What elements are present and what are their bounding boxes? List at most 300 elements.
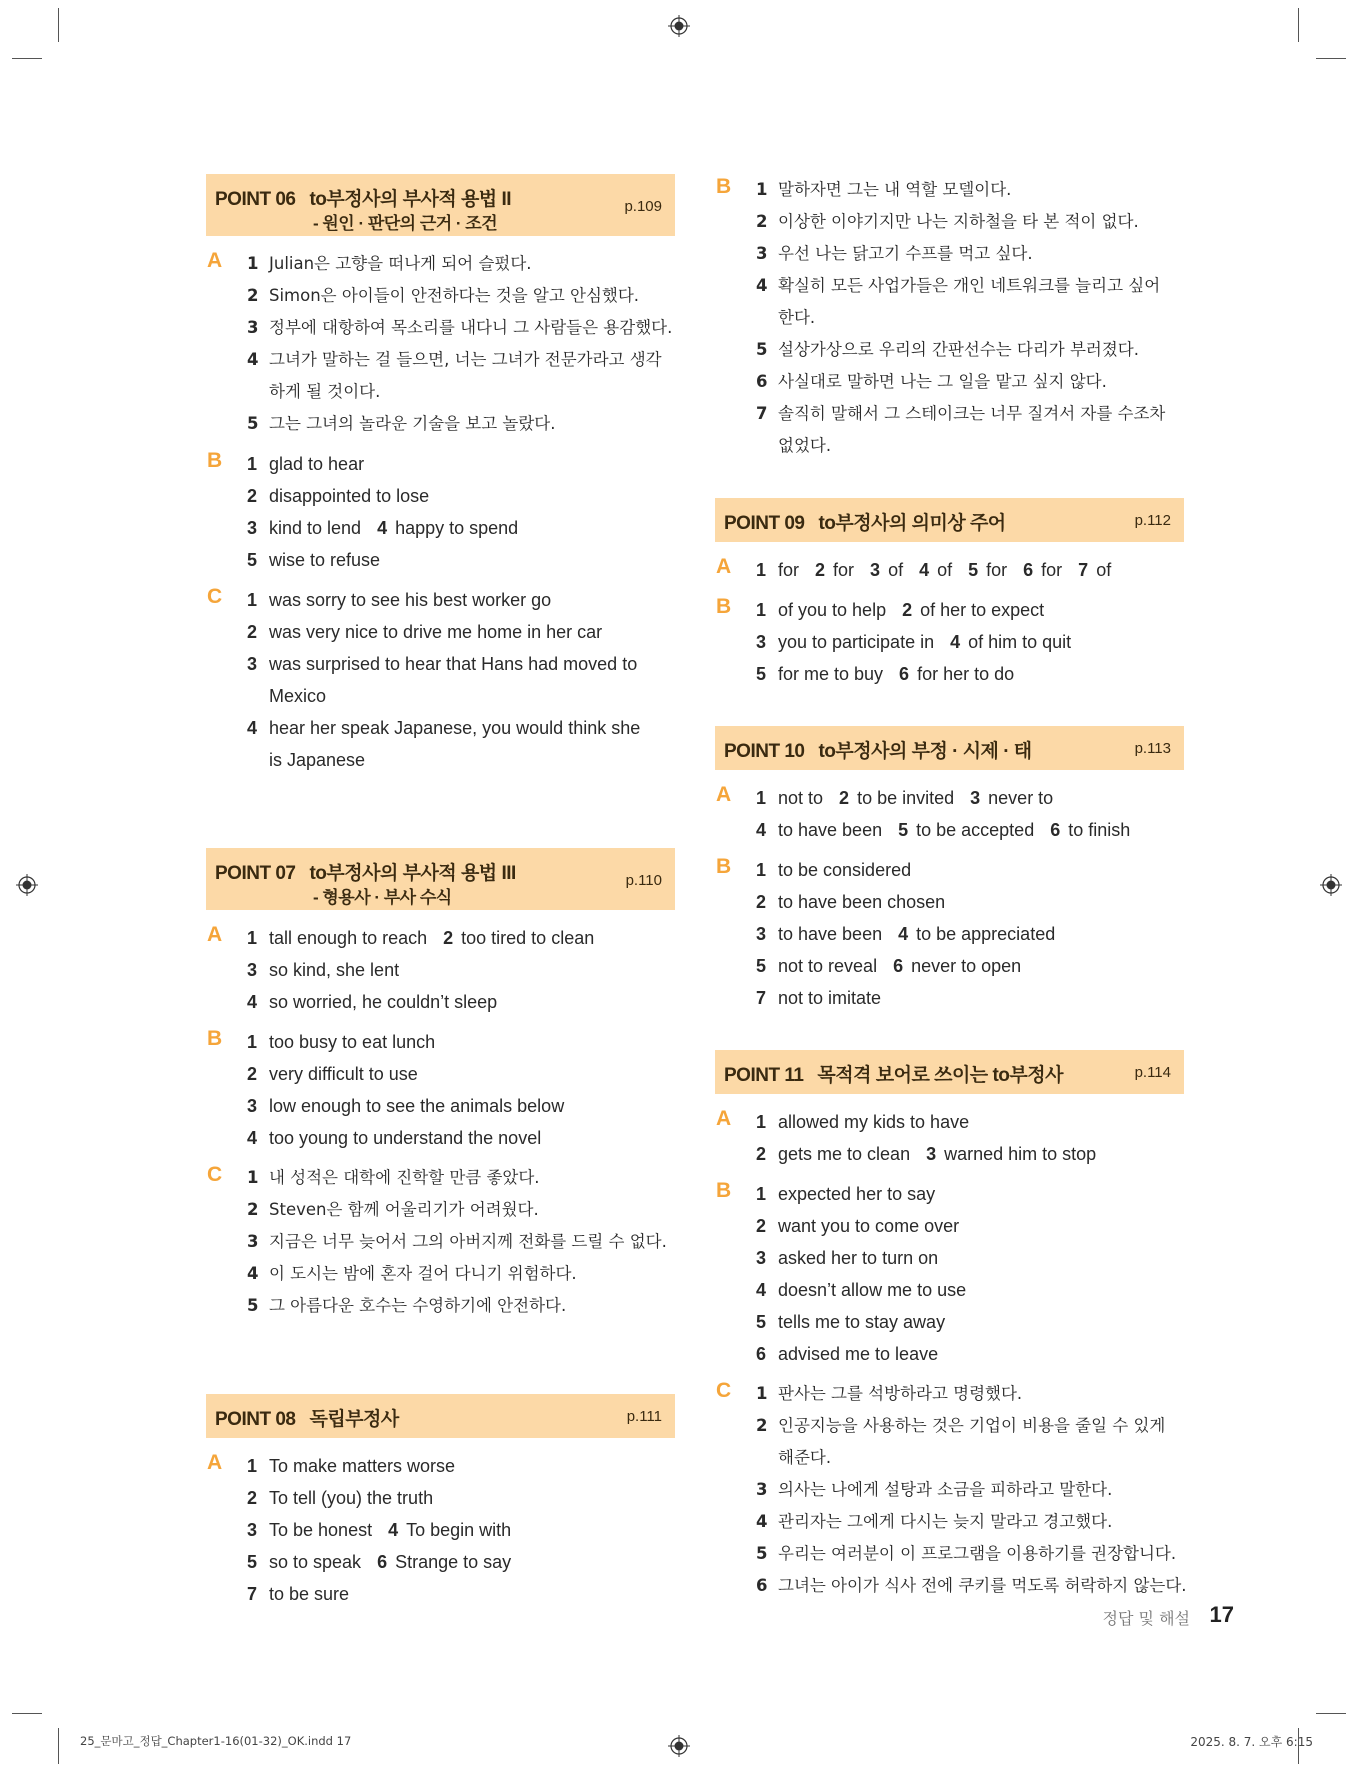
section-letter: A: [207, 1451, 223, 1474]
item-number: 6: [756, 1344, 767, 1364]
section-letter: B: [207, 1027, 223, 1050]
answer-line: [247, 1162, 675, 1194]
answer-section: [715, 554, 1184, 586]
answer-text: Julian은 고향을 떠나게 되어 슬펐다.: [269, 254, 532, 273]
answer-line: [247, 376, 675, 408]
point-title-text: to부정사의 부정 · 시제 · 태: [818, 741, 1032, 762]
answer-line: [247, 1290, 675, 1322]
answer-line: [756, 814, 1184, 846]
answer-line: [247, 408, 675, 440]
answer-text: 하게 될 것이다.: [269, 382, 381, 401]
item-number: 1: [247, 928, 258, 948]
point-header: [206, 848, 675, 910]
section-letter: B: [716, 1179, 732, 1202]
item-number: 2: [247, 1064, 258, 1084]
item-number: 1: [756, 1112, 767, 1132]
answer-line: [756, 626, 1184, 658]
point-title: [215, 184, 511, 211]
item-number: 5: [756, 1312, 767, 1332]
answer-line: [756, 270, 1184, 302]
item-number: 3: [247, 1096, 258, 1116]
footer-section-label: 정답 및 해설: [1102, 1609, 1190, 1628]
item-number: 1: [756, 560, 767, 580]
section-letter: A: [207, 923, 223, 946]
item-number: 4: [756, 1512, 768, 1531]
item-number: 3: [926, 1144, 937, 1164]
answer-text: To be honest: [269, 1520, 373, 1540]
item-number: 2: [756, 1144, 767, 1164]
answer-line: [756, 854, 1184, 886]
item-number: 1: [247, 1168, 259, 1187]
point-subtitle: - 원인 · 판단의 근거 · 조건: [313, 214, 498, 233]
answer-text: disappointed to lose: [269, 486, 430, 506]
section-letter: B: [716, 855, 732, 878]
point-page-ref: p.110: [625, 872, 662, 889]
answer-text: for: [1041, 560, 1063, 580]
answer-line: [756, 594, 1184, 626]
answer-text: was very nice to drive me home in her car: [269, 622, 603, 642]
answer-line: [247, 280, 675, 312]
item-number: 5: [247, 1296, 259, 1315]
item-number: 4: [247, 350, 259, 369]
answer-line: [247, 986, 675, 1018]
answer-line: [756, 886, 1184, 918]
answer-section: [715, 594, 1184, 690]
answer-section: [715, 1178, 1184, 1370]
item-number: 5: [247, 550, 258, 570]
item-number: 4: [756, 820, 767, 840]
item-number: 3: [247, 960, 258, 980]
answer-line: [756, 1474, 1184, 1506]
answer-line: [247, 1482, 675, 1514]
answer-text: 우리는 여러분이 이 프로그램을 이용하기를 권장합니다.: [778, 1544, 1177, 1563]
item-number: 5: [756, 956, 767, 976]
answer-text: kind to lend: [269, 518, 362, 538]
answer-text: tells me to stay away: [778, 1312, 946, 1332]
answer-text: 판사는 그를 석방하라고 명령했다.: [778, 1384, 1023, 1403]
point-page-ref: p.109: [624, 198, 662, 215]
item-number: 5: [247, 1552, 258, 1572]
answer-text: to be invited: [857, 788, 955, 808]
print-date-info: 2025. 8. 7. 오후 6:15: [1190, 1735, 1313, 1749]
item-number: 7: [247, 1584, 258, 1604]
item-number: 5: [756, 340, 768, 359]
block-spacer: [715, 698, 1184, 726]
answer-text: want you to come over: [778, 1216, 960, 1236]
answer-text: so to speak: [269, 1552, 362, 1572]
answer-line: [756, 982, 1184, 1014]
item-number: 1: [756, 1184, 767, 1204]
answer-section: [715, 854, 1184, 1014]
point-title-text: 독립부정사: [309, 1409, 399, 1430]
answer-text: gets me to clean: [778, 1144, 911, 1164]
item-number: 2: [247, 1200, 259, 1219]
answer-text: hear her speak Japanese, you would think she: [269, 718, 641, 738]
answer-text: 정부에 대항하여 목소리를 내다니 그 사람들은 용감했다.: [269, 318, 673, 337]
section-letter: B: [716, 595, 732, 618]
answer-text: happy to spend: [395, 518, 519, 538]
answer-text: Simon은 아이들이 안전하다는 것을 알고 안심했다.: [269, 286, 640, 305]
answer-text: expected her to say: [778, 1184, 936, 1204]
item-number: 3: [756, 1480, 768, 1499]
item-number: 4: [377, 518, 388, 538]
point-title-text: to부정사의 의미상 주어: [818, 513, 1006, 534]
answer-line: [756, 334, 1184, 366]
item-number: 5: [968, 560, 979, 580]
answer-text: not to reveal: [778, 956, 878, 976]
answer-text: for her to do: [917, 664, 1015, 684]
item-number: 2: [756, 892, 767, 912]
answer-text: to have been: [778, 924, 883, 944]
answer-text: too young to understand the novel: [269, 1128, 542, 1148]
item-number: 5: [756, 664, 767, 684]
answer-line: [756, 1442, 1184, 1474]
crop-mark: [1316, 58, 1346, 59]
crop-mark: [12, 1713, 42, 1714]
crop-mark: [1316, 1713, 1346, 1714]
print-file-info: 25_문마고_정답_Chapter1-16(01-32)_OK.indd 17: [80, 1734, 352, 1748]
answer-text: you to participate in: [778, 632, 935, 652]
section-letter: C: [207, 1163, 223, 1186]
item-number: 4: [247, 1128, 258, 1148]
item-number: 2: [247, 622, 258, 642]
answer-text: tall enough to reach: [269, 928, 428, 948]
item-number: 1: [247, 1456, 258, 1476]
item-number: 6: [1050, 820, 1061, 840]
block-spacer: [715, 470, 1184, 498]
answer-text: to be appreciated: [916, 924, 1056, 944]
registration-mark-icon: [668, 15, 690, 37]
answer-line: [247, 712, 675, 744]
answer-line: [756, 1410, 1184, 1442]
point-page-ref: p.111: [626, 1408, 662, 1425]
answer-text: never to open: [911, 956, 1022, 976]
answer-text: to be accepted: [916, 820, 1035, 840]
answer-line: [756, 1538, 1184, 1570]
item-number: 4: [950, 632, 961, 652]
item-number: 4: [247, 992, 258, 1012]
item-number: 3: [247, 1232, 259, 1251]
answer-line: [756, 1306, 1184, 1338]
crop-mark: [58, 1728, 59, 1764]
crop-mark: [1298, 8, 1299, 42]
item-number: 2: [247, 1488, 258, 1508]
answer-line: [756, 238, 1184, 270]
answer-text: 지금은 너무 늦어서 그의 아버지께 전화를 드릴 수 없다.: [269, 1232, 667, 1251]
item-number: 4: [247, 1264, 259, 1283]
item-number: 3: [970, 788, 981, 808]
point-number: POINT 06: [215, 189, 296, 210]
answer-text: Steven은 함께 어울리기가 어려웠다.: [269, 1200, 539, 1219]
item-number: 4: [756, 276, 768, 295]
answer-text: for: [986, 560, 1008, 580]
answer-text: 한다.: [778, 308, 816, 327]
answer-line: [247, 1194, 675, 1226]
item-number: 4: [388, 1520, 399, 1540]
answer-line: [756, 302, 1184, 334]
answer-line: [247, 616, 675, 648]
answer-text: 그 아름다운 호수는 수영하기에 안전하다.: [269, 1296, 567, 1315]
point-number: POINT 09: [724, 513, 805, 534]
answer-text: very difficult to use: [269, 1064, 418, 1084]
item-number: 6: [756, 1576, 768, 1595]
page-number: 17: [1209, 1602, 1234, 1627]
answer-text: 설상가상으로 우리의 간판선수는 다리가 부러졌다.: [778, 340, 1139, 359]
answer-line: [247, 448, 675, 480]
answer-section: [715, 174, 1184, 462]
point-title: [724, 736, 1032, 763]
answer-text: so kind, she lent: [269, 960, 400, 980]
answer-line: [756, 658, 1184, 690]
item-number: 6: [1023, 560, 1034, 580]
item-number: 3: [756, 924, 767, 944]
answer-text: 없었다.: [778, 436, 832, 455]
answer-text: for me to buy: [778, 664, 884, 684]
answer-text: To make matters worse: [269, 1456, 456, 1476]
answer-text: 이상한 이야기지만 나는 지하철을 타 본 적이 없다.: [778, 212, 1139, 231]
answer-text: to be considered: [778, 860, 912, 880]
answer-text: for: [778, 560, 800, 580]
item-number: 1: [247, 1032, 258, 1052]
answer-text: 관리자는 그에게 다시는 늦지 말라고 경고했다.: [778, 1512, 1113, 1531]
point-title: [215, 1404, 399, 1431]
answer-section: [206, 448, 675, 576]
answer-text: of her to expect: [920, 600, 1045, 620]
answer-section: [715, 1106, 1184, 1170]
point-header: [715, 1050, 1184, 1094]
answer-section: [206, 248, 675, 440]
item-number: 7: [1078, 560, 1089, 580]
item-number: 2: [756, 212, 768, 231]
item-number: 5: [247, 414, 259, 433]
section-letter: A: [716, 1107, 732, 1130]
point-number: POINT 10: [724, 741, 805, 762]
answer-text: of: [888, 560, 904, 580]
answer-line: [756, 206, 1184, 238]
answer-line: [756, 782, 1184, 814]
answer-text: 사실대로 말하면 나는 그 일을 맡고 싶지 않다.: [778, 372, 1107, 391]
item-number: 2: [247, 486, 258, 506]
answer-line: [247, 584, 675, 616]
answer-text: to have been: [778, 820, 883, 840]
item-number: 1: [756, 1384, 768, 1403]
answer-text: to finish: [1068, 820, 1131, 840]
item-number: 3: [247, 518, 258, 538]
point-header: [206, 1394, 675, 1438]
point-subtitle: - 형용사 · 부사 수식: [313, 888, 452, 907]
answer-text: so worried, he couldn’t sleep: [269, 992, 498, 1012]
answer-text: allowed my kids to have: [778, 1112, 970, 1132]
point-number: POINT 11: [724, 1065, 804, 1086]
answer-line: [756, 1274, 1184, 1306]
answer-text: Mexico: [269, 686, 327, 706]
section-letter: B: [716, 175, 732, 198]
answer-section: [715, 1378, 1187, 1602]
section-letter: A: [207, 249, 223, 272]
item-number: 2: [815, 560, 826, 580]
point-number: POINT 08: [215, 1409, 296, 1430]
point-title: [724, 508, 1006, 535]
item-number: 4: [247, 718, 258, 738]
answer-text: never to: [988, 788, 1054, 808]
answer-line: [247, 1058, 675, 1090]
item-number: 3: [756, 632, 767, 652]
item-number: 2: [247, 286, 259, 305]
answer-text: doesn’t allow me to use: [778, 1280, 967, 1300]
answer-text: 그녀가 말하는 걸 들으면, 너는 그녀가 전문가라고 생각: [269, 350, 662, 369]
answer-text: To begin with: [406, 1520, 512, 1540]
answer-text: 그는 그녀의 놀라운 기술을 보고 놀랐다.: [269, 414, 556, 433]
answer-line: [756, 366, 1184, 398]
registration-mark-icon: [16, 874, 38, 896]
point-page-ref: p.114: [1134, 1064, 1171, 1081]
answer-text: to be sure: [269, 1584, 350, 1604]
answer-line: [247, 344, 675, 376]
answer-text: was surprised to hear that Hans had moved to: [269, 654, 638, 674]
item-number: 4: [919, 560, 930, 580]
answer-line: [247, 480, 675, 512]
section-letter: C: [716, 1379, 732, 1402]
answer-text: low enough to see the animals below: [269, 1096, 565, 1116]
section-letter: B: [207, 449, 223, 472]
answer-line: [756, 1178, 1184, 1210]
crop-mark: [12, 58, 42, 59]
point-title-text: 목적격 보어로 쓰이는 to부정사: [817, 1065, 1063, 1086]
answer-line: [247, 680, 675, 712]
item-number: 3: [756, 244, 768, 263]
answer-line: [247, 1546, 675, 1578]
item-number: 2: [756, 1216, 767, 1236]
answer-line: [247, 312, 675, 344]
point-title-text: to부정사의 부사적 용법 II: [309, 189, 511, 210]
item-number: 1: [756, 600, 767, 620]
answer-section: [206, 922, 675, 1018]
item-number: 6: [899, 664, 910, 684]
registration-mark-icon: [668, 1735, 690, 1757]
point-title-text: to부정사의 부사적 용법 III: [309, 863, 516, 884]
answer-line: [247, 1450, 675, 1482]
answer-line: [247, 1026, 675, 1058]
answer-text: 내 성적은 대학에 진학할 만큼 좋았다.: [269, 1168, 540, 1187]
section-letter: A: [716, 783, 732, 806]
answer-text: To tell (you) the truth: [269, 1488, 434, 1508]
item-number: 3: [756, 1248, 767, 1268]
answer-text: 우선 나는 닭고기 수프를 먹고 싶다.: [778, 244, 1033, 263]
answer-text: of him to quit: [968, 632, 1072, 652]
answer-text: wise to refuse: [269, 550, 381, 570]
item-number: 1: [247, 590, 258, 610]
point-title: [724, 1060, 1063, 1087]
answer-line: [756, 1138, 1184, 1170]
answer-text: 확실히 모든 사업가들은 개인 네트워크를 늘리고 싶어: [778, 276, 1161, 295]
item-number: 1: [756, 860, 767, 880]
answer-line: [756, 918, 1184, 950]
answer-line: [247, 1090, 675, 1122]
answer-text: asked her to turn on: [778, 1248, 939, 1268]
answer-line: [247, 1514, 675, 1546]
item-number: 2: [443, 928, 454, 948]
answer-text: too busy to eat lunch: [269, 1032, 436, 1052]
answer-line: [247, 922, 675, 954]
item-number: 2: [902, 600, 913, 620]
answer-text: 솔직히 말해서 그 스테이크는 너무 질겨서 자를 수조차: [778, 404, 1166, 423]
answer-line: [756, 430, 1184, 462]
answer-text: not to imitate: [778, 988, 882, 1008]
item-number: 2: [839, 788, 850, 808]
answer-line: [756, 554, 1184, 586]
answer-text: too tired to clean: [461, 928, 595, 948]
answer-text: of: [937, 560, 953, 580]
item-number: 4: [898, 924, 909, 944]
section-letter: C: [207, 585, 223, 608]
answer-text: of: [1096, 560, 1112, 580]
section-letter: A: [716, 555, 732, 578]
point-number: POINT 07: [215, 863, 296, 884]
registration-mark-icon: [1320, 874, 1342, 896]
item-number: 1: [756, 180, 768, 199]
answer-text: 의사는 나에게 설탕과 소금을 피하라고 말한다.: [778, 1480, 1113, 1499]
answer-line: [756, 1106, 1184, 1138]
item-number: 3: [247, 318, 259, 337]
answer-line: [756, 1210, 1184, 1242]
point-header: [715, 726, 1184, 770]
answer-line: [247, 744, 675, 776]
item-number: 6: [756, 372, 768, 391]
item-number: 1: [247, 254, 259, 273]
answer-text: advised me to leave: [778, 1344, 939, 1364]
answer-section: [715, 782, 1184, 846]
answer-line: [756, 398, 1184, 430]
answer-text: 그녀는 아이가 식사 전에 쿠키를 먹도록 허락하지 않는다.: [778, 1576, 1187, 1595]
block-spacer: [206, 1330, 675, 1394]
answer-text: to have been chosen: [778, 892, 946, 912]
point-title: [215, 858, 516, 885]
item-number: 7: [756, 988, 767, 1008]
item-number: 6: [893, 956, 904, 976]
point-page-ref: p.113: [1134, 740, 1171, 757]
answer-text: of you to help: [778, 600, 887, 620]
item-number: 3: [247, 654, 258, 674]
answer-text: 해준다.: [778, 1448, 832, 1467]
answer-line: [756, 1242, 1184, 1274]
item-number: 7: [756, 404, 768, 423]
point-header: [206, 174, 675, 236]
answer-column-left: [206, 174, 675, 1618]
answer-text: 이 도시는 밤에 혼자 걸어 다니기 위험하다.: [269, 1264, 577, 1283]
answer-text: for: [833, 560, 855, 580]
item-number: 3: [247, 1520, 258, 1540]
answer-text: warned him to stop: [944, 1144, 1097, 1164]
answer-line: [756, 1378, 1184, 1410]
block-spacer: [715, 1022, 1184, 1050]
answer-text: is Japanese: [269, 750, 366, 770]
answer-line: [247, 1258, 675, 1290]
answer-section: [206, 584, 675, 776]
answer-column-right: [715, 174, 1187, 1610]
answer-line: [247, 1226, 675, 1258]
answer-section: [206, 1450, 675, 1610]
answer-section: [206, 1162, 675, 1322]
answer-line: [756, 950, 1184, 982]
answer-line: [756, 1338, 1184, 1370]
answer-line: [247, 512, 675, 544]
point-header: [715, 498, 1184, 542]
item-number: 5: [756, 1544, 768, 1563]
point-page-ref: p.112: [1134, 512, 1171, 529]
answer-text: Strange to say: [395, 1552, 512, 1572]
answer-text: not to: [778, 788, 824, 808]
answer-text: glad to hear: [269, 454, 365, 474]
